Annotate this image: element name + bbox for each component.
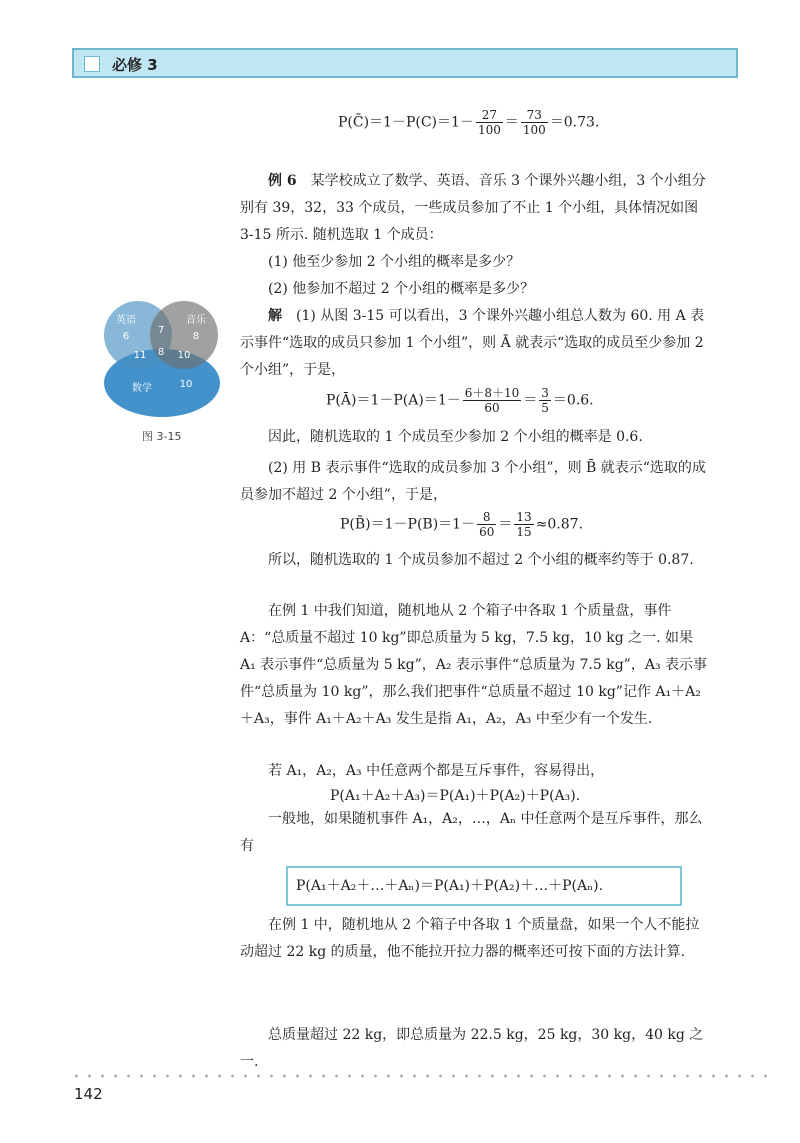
figure-caption: 图 3-15: [142, 430, 182, 443]
header-title: 必修 3: [112, 56, 158, 74]
body-paragraph-4: 在例 1 中，随机地从 2 个箱子中各取 1 个质量盘，如果一个人不能拉动超过 22 kg 的质量，他不能拉开拉力器的概率还可按下面的方法计算.: [240, 917, 700, 960]
chapter-header: [72, 48, 738, 78]
question-1: (1) 他至少参加 2 个小组的概率是多少？: [268, 254, 521, 270]
body-paragraph-1: 在例 1 中我们知道，随机地从 2 个箱子中各取 1 个质量盘，事件 A：“总质量不超过 10 kg”即总质量为 5 kg，7.5 kg，10 kg 之一. 如果 A₁ 表示事件“总质量为 5 kg”，A₂ 表示事件“总质量为 7.5 kg”，A₃ 表示事件“总质量为 10 kg”，那么我们把事件“总质量不超过 10 kg”记作 A₁＋A₂＋A₃，事件 A₁＋A₂＋A₃ 发生是指 A₁，A₂，A₃ 中至少有一个发生.: [240, 603, 708, 727]
venn-value-music-only: 8: [192, 331, 200, 342]
footer-dotted-divider: [70, 1074, 770, 1078]
venn-value-english-only: 6: [122, 331, 130, 342]
body-paragraph-5: 总质量超过 22 kg，即总质量为 22.5 kg，25 kg，30 kg，40 kg 之一.: [240, 1027, 704, 1070]
body-paragraph-2: 若 A₁，A₂，A₃ 中任意两个都是互斥事件，容易得出，: [268, 763, 605, 779]
formula-pb: P(B̄)＝1－P(B)＝1－ $\frac{8}{60}$ ＝ $\frac{13}{15}$ ≈0.87.: [340, 510, 583, 539]
solution-part2: (2) 用 B 表示事件“选取的成员参加 3 个小组”，则 B̄ 就表示“选取的成员参加不超过 2 个小组”，于是，: [240, 460, 706, 503]
solution-label: 解: [268, 308, 282, 324]
solution-conclusion-2: 所以，随机选取的 1 个成员参加不超过 2 个小组的概率约等于 0.87.: [268, 552, 694, 568]
example-label: 例 6: [268, 173, 297, 189]
body-paragraph-3: 一般地，如果随机事件 A₁，A₂，…，Aₙ 中任意两个是互斥事件，那么有: [240, 811, 703, 854]
venn-value-music-math: 10: [177, 350, 191, 361]
question-2: (2) 他参加不超过 2 个小组的概率是多少？: [268, 281, 535, 297]
venn-value-english-math: 11: [133, 350, 147, 361]
page-number: 142: [74, 1085, 103, 1103]
venn-label-math: 数学: [132, 383, 152, 394]
solution-conclusion-1: 因此，随机选取的 1 个成员至少参加 2 个小组的概率是 0.6.: [268, 429, 643, 445]
formula-sum3: P(A₁＋A₂＋A₃)＝P(A₁)＋P(A₂)＋P(A₃).: [330, 788, 581, 804]
venn-label-english: 英语: [116, 315, 136, 326]
venn-value-all: 8: [157, 347, 165, 358]
header-square-icon: [84, 56, 100, 72]
venn-value-english-music: 7: [157, 325, 165, 336]
formula-pc: P(C̄)＝1－P(C)＝1－ $\frac{27}{100}$ ＝ $\frac{73}{100}$ ＝0.73.: [338, 108, 600, 137]
venn-diagram: [100, 295, 225, 420]
venn-value-math-only: 10: [179, 379, 193, 390]
example-paragraph: 例 6 某学校成立了数学、英语、音乐 3 个课外兴趣小组，3 个小组分别有 39，32，33 个成员，一些成员参加了不止 1 个小组，具体情况如图 3-15 所示. 随机选取 1 个成员：: [240, 173, 706, 243]
venn-label-music: 音乐: [186, 315, 206, 326]
highlighted-formula-box: P(A₁＋A₂＋…＋Aₙ)＝P(A₁)＋P(A₂)＋…＋P(Aₙ).: [286, 866, 682, 906]
solution-part1: 解 (1) 从图 3-15 可以看出，3 个课外兴趣小组总人数为 60. 用 A 表示事件“选取的成员只参加 1 个小组”，则 Ā 就表示“选取的成员至少参加 2 个小组”，于是，: [240, 308, 705, 378]
formula-pa: P(Ā)＝1－P(A)＝1－ $\frac{6+8+10}{60}$ ＝ $\frac{3}{5}$ ＝0.6.: [326, 386, 594, 415]
